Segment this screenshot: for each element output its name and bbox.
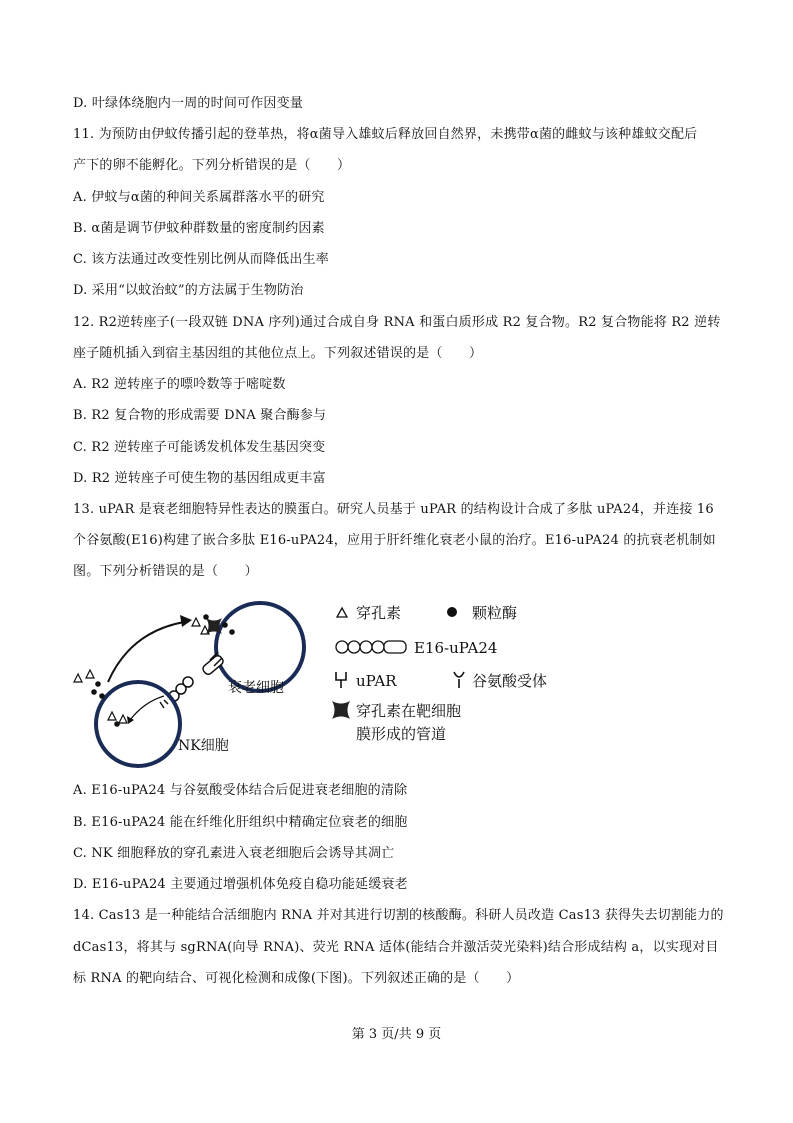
q13-mechanism-figure	[60, 592, 560, 772]
q13-option-d: D. E16-uPA24 主要通过增强机体免疫自稳功能延缓衰老	[73, 877, 408, 892]
q13-option-a: A. E16-uPA24 与谷氨酸受体结合后促进衰老细胞的清除	[73, 783, 408, 798]
perforin-icon	[86, 670, 94, 678]
q11-option-b: B. α菌是调节伊蚊种群数量的密度制约因素	[73, 221, 325, 236]
granzyme-icon	[114, 721, 120, 727]
q14-stem-line1: 14. Cas13 是一种能结合活细胞内 RNA 并对其进行切割的核酸酶。科研人员改造 Cas13 获得失去切割能力的	[73, 908, 724, 923]
granzyme-icon	[229, 629, 235, 635]
perforin-icon	[119, 715, 127, 723]
q13-stem-line2: 个谷氨酸(E16)构建了嵌合多肽 E16-uPA24，应用于肝纤维化衰老小鼠的治疗。E16-uPA24 的抗衰老机制如	[73, 533, 716, 548]
q12-option-c: C. R2 逆转座子可能诱发机体发生基因突变	[73, 440, 326, 455]
q11-stem-line2: 产下的卵不能孵化。下列分析错误的是（ ）	[73, 158, 351, 173]
perforin-icon	[108, 712, 116, 720]
perforin-legend-icon	[337, 608, 347, 617]
granzyme-icon	[222, 622, 228, 628]
figure-legend	[332, 604, 547, 743]
nk-cell	[96, 682, 180, 766]
q13-option-b: B. E16-uPA24 能在纤维化肝组织中精确定位衰老的细胞	[73, 815, 408, 830]
q13-option-c: C. NK 细胞释放的穿孔素进入衰老细胞后会诱导其凋亡	[73, 846, 395, 861]
senescent-cell-label: 衰老细胞	[228, 680, 284, 696]
q14-stem-line3: 标 RNA 的靶向结合、可视化检测和成像(下图)。下列叙述正确的是（ ）	[73, 971, 520, 986]
legend-channel-line1: 穿孔素在靶细胞	[356, 702, 462, 720]
granzyme-icon	[99, 693, 105, 699]
granzyme-icon	[95, 681, 101, 687]
q11-option-d: D. 采用“以蚊治蚊”的方法属于生物防治	[73, 283, 304, 298]
e16-upa24-chain	[169, 654, 225, 701]
q10-option-d: D. 叶绿体绕胞内一周的时间可作因变量	[73, 96, 304, 111]
upar-legend-icon	[336, 672, 346, 688]
legend-upar: uPAR	[356, 672, 397, 690]
q11-option-a: A. 伊蚊与α菌的种间关系属群落水平的研究	[73, 190, 325, 205]
senescent-cell	[216, 603, 304, 691]
nk-cell-label: NK细胞	[178, 738, 229, 754]
signal-arrow	[130, 696, 164, 720]
page-number: 第 3 页/共 9 页	[351, 1027, 442, 1042]
q11-option-c: C. 该方法通过改变性别比例从而降低出生率	[73, 252, 329, 267]
legend-granzyme: 颗粒酶	[472, 604, 518, 622]
granzyme-icon	[203, 614, 209, 620]
q12-option-a: A. R2 逆转座子的嘌呤数等于嘧啶数	[73, 377, 286, 392]
q12-option-b: B. R2 复合物的形成需要 DNA 聚合酶参与	[73, 408, 327, 423]
q12-stem-line2: 座子随机插入到宿主基因组的其他位点上。下列叙述错误的是（ ）	[73, 346, 483, 361]
legend-perforin: 穿孔素	[356, 604, 402, 622]
channel-legend-icon	[332, 701, 350, 719]
granzyme-legend-icon	[447, 607, 457, 617]
q13-stem-line3: 图。下列分析错误的是（ ）	[73, 564, 258, 579]
q14-stem-line2: dCas13，将其与 sgRNA(向导 RNA)、荧光 RNA 适体(能结合并激活荧光染料)结合形成结构 a，以实现对目	[73, 940, 719, 955]
glutamate-receptor-legend-icon	[454, 672, 464, 688]
release-arrow	[108, 622, 184, 682]
legend-e16-upa24: E16-uPA24	[414, 639, 498, 657]
arrowhead-icon	[180, 615, 192, 627]
glutamate-receptor-icon	[160, 700, 168, 708]
e16-upa24-legend-icon	[336, 641, 406, 653]
perforin-icon	[192, 618, 200, 626]
q11-stem-line1: 11. 为预防由伊蚊传播引起的登革热，将α菌导入雄蚊后释放回自然界，未携带α菌的雌蚊与该种雄蚊交配后	[73, 127, 698, 142]
perforin-icon	[74, 674, 82, 682]
legend-glu-receptor: 谷氨酸受体	[472, 672, 548, 690]
perforin-icon	[201, 626, 209, 634]
q12-stem-line1: 12. R2逆转座子(一段双链 DNA 序列)通过合成自身 RNA 和蛋白质形成 R2 复合物。R2 复合物能将 R2 逆转	[73, 315, 721, 330]
q13-stem-line1: 13. uPAR 是衰老细胞特异性表达的膜蛋白。研究人员基于 uPAR 的结构设计合成了多肽 uPA24，并连接 16	[73, 502, 714, 517]
legend-channel-line2: 膜形成的管道	[356, 725, 447, 743]
q12-option-d: D. R2 逆转座子可使生物的基因组成更丰富	[73, 471, 326, 486]
granzyme-icon	[91, 689, 97, 695]
